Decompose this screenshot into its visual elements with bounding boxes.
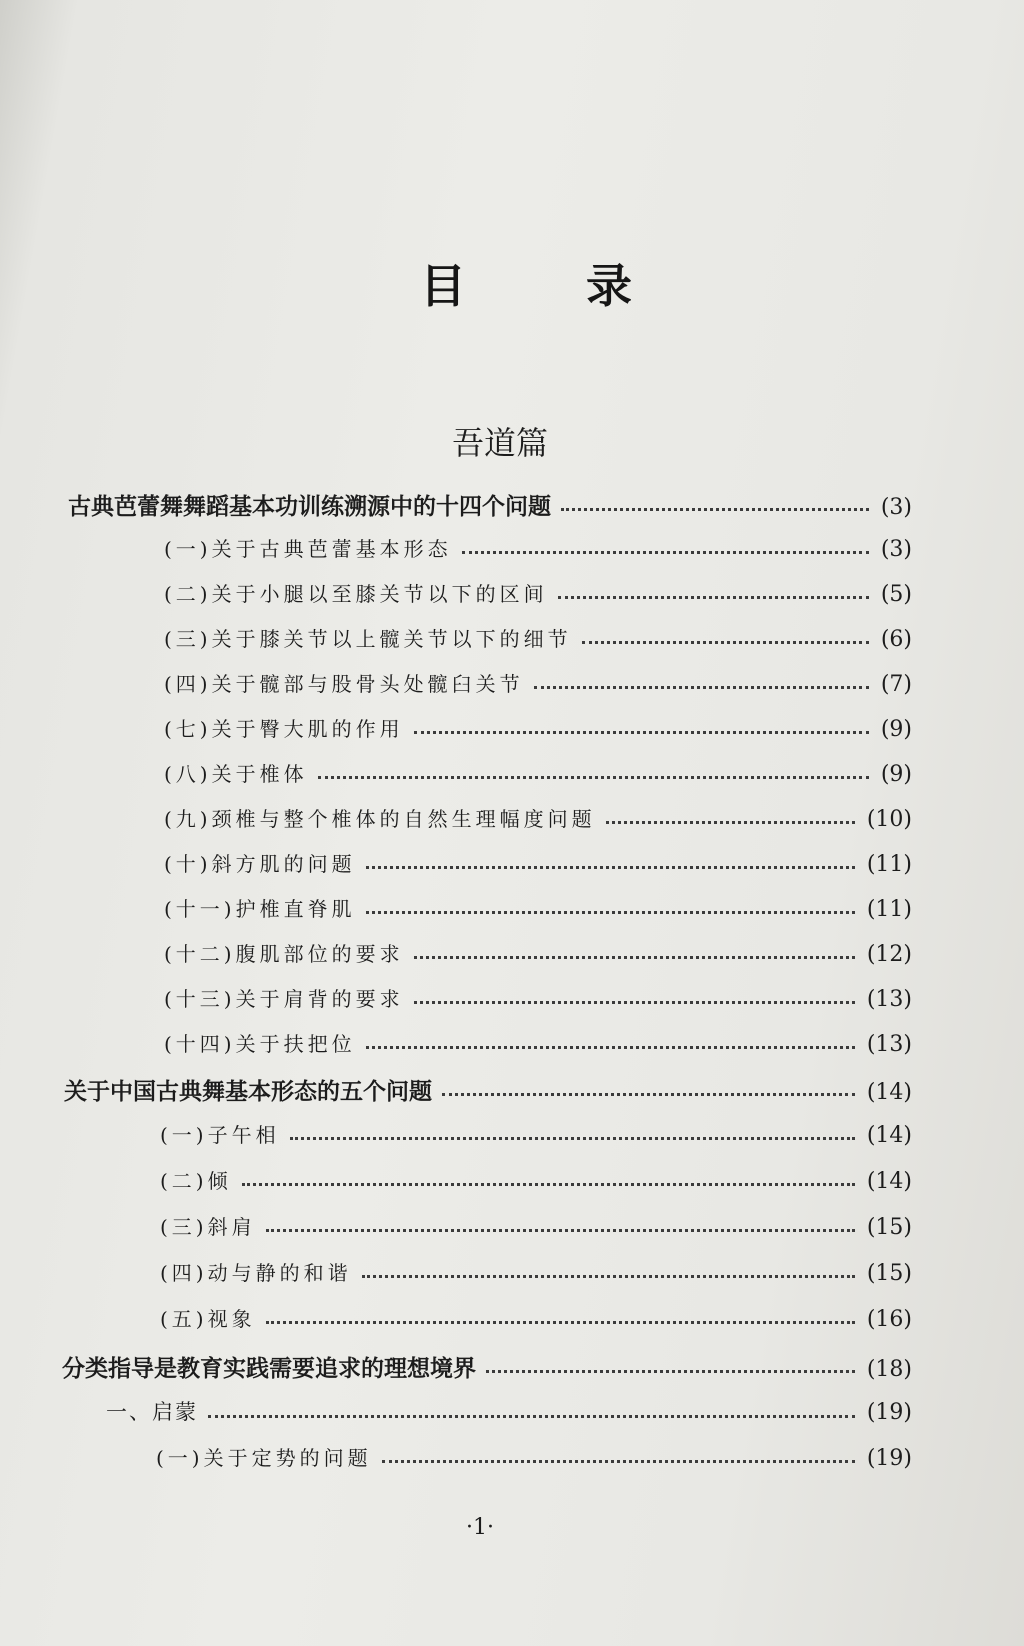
toc-entry <box>62 1350 912 1383</box>
toc-label: (三)关于膝关节以上髋关节以下的细节 <box>164 627 572 651</box>
leader-dots <box>362 1275 855 1278</box>
page-title: 目 录 <box>419 259 684 313</box>
toc-entry <box>164 1028 912 1057</box>
toc-page: (15) <box>866 1215 912 1240</box>
toc-entry <box>106 1396 912 1426</box>
toc-label: (十一)护椎直脊肌 <box>164 897 356 921</box>
toc-page: (19) <box>866 1400 912 1425</box>
leader-dots <box>558 596 869 599</box>
toc-entry <box>164 623 912 652</box>
toc-label: (一)关于定势的问题 <box>156 1446 372 1470</box>
toc-entry <box>164 758 912 787</box>
leader-dots <box>366 911 855 914</box>
toc-page: (13) <box>866 1032 912 1057</box>
toc-entry <box>160 1165 912 1194</box>
leader-dots <box>414 731 869 734</box>
leader-dots <box>382 1460 855 1463</box>
toc-entry <box>156 1442 912 1471</box>
leader-dots <box>266 1321 855 1324</box>
toc-page: (19) <box>866 1446 912 1471</box>
toc-label: 关于中国古典舞基本形态的五个问题 <box>64 1078 432 1105</box>
leader-dots <box>414 1001 855 1004</box>
toc-entry <box>164 848 912 877</box>
toc-label: (一)关于古典芭蕾基本形态 <box>164 537 452 561</box>
leader-dots <box>366 866 855 869</box>
toc-page: (5) <box>880 582 912 607</box>
toc-entry <box>160 1211 912 1240</box>
toc-entry <box>164 668 912 697</box>
toc-page: (14) <box>866 1123 912 1148</box>
toc-page: (11) <box>866 897 912 922</box>
toc-label: 古典芭蕾舞舞蹈基本功训练溯源中的十四个问题 <box>68 493 551 520</box>
toc-page: (14) <box>866 1080 912 1105</box>
toc-label: (五)视象 <box>160 1307 256 1331</box>
toc-page: (16) <box>866 1307 912 1332</box>
toc-page: (9) <box>880 717 912 742</box>
toc-entry <box>164 893 912 922</box>
leader-dots <box>606 821 855 824</box>
leader-dots <box>442 1093 855 1096</box>
leader-dots <box>561 508 869 511</box>
toc-page: (15) <box>866 1261 912 1286</box>
page-number: ·1· <box>466 1515 494 1540</box>
toc-label: (四)动与静的和谐 <box>160 1261 352 1285</box>
leader-dots <box>582 641 869 644</box>
leader-dots <box>462 551 869 554</box>
leader-dots <box>318 776 869 779</box>
toc-entry <box>164 983 912 1012</box>
toc-entry <box>164 713 912 742</box>
toc-page: (10) <box>866 807 912 832</box>
toc-page: (13) <box>866 987 912 1012</box>
toc-page: (9) <box>880 762 912 787</box>
toc-entry <box>160 1119 912 1148</box>
toc-label: (四)关于髋部与股骨头处髋臼关节 <box>164 672 524 696</box>
toc-label: (三)斜肩 <box>160 1215 256 1239</box>
toc-label: 分类指导是教育实践需要追求的理想境界 <box>62 1355 476 1382</box>
toc-page: (3) <box>880 495 912 520</box>
toc-label: (十二)腹肌部位的要求 <box>164 942 404 966</box>
toc-page: (6) <box>880 627 912 652</box>
leader-dots <box>242 1183 855 1186</box>
toc-label: (十四)关于扶把位 <box>164 1032 356 1056</box>
toc-label: (八)关于椎体 <box>164 762 308 786</box>
toc-page: (14) <box>866 1169 912 1194</box>
toc-label: 一、启蒙 <box>106 1400 198 1424</box>
toc-page: (12) <box>866 942 912 967</box>
toc-label: (十三)关于肩背的要求 <box>164 987 404 1011</box>
toc-entry <box>164 803 912 832</box>
leader-dots <box>366 1046 855 1049</box>
toc-label: (一)子午相 <box>160 1123 280 1147</box>
toc-label: (二)倾 <box>160 1169 232 1193</box>
leader-dots <box>208 1415 855 1418</box>
toc-label: (九)颈椎与整个椎体的自然生理幅度问题 <box>164 807 596 831</box>
leader-dots <box>290 1137 855 1140</box>
toc-page: (3) <box>880 537 912 562</box>
toc-entry <box>164 938 912 967</box>
toc-entry <box>164 533 912 562</box>
toc-label: (十)斜方肌的问题 <box>164 852 356 876</box>
toc-entry <box>160 1303 912 1332</box>
toc-page: (7) <box>880 672 912 697</box>
toc-label: (二)关于小腿以至膝关节以下的区间 <box>164 582 548 606</box>
toc-entry <box>68 488 912 521</box>
toc-page: (18) <box>866 1357 912 1382</box>
toc-page: (11) <box>866 852 912 877</box>
leader-dots <box>534 686 869 689</box>
leader-dots <box>414 956 855 959</box>
toc-entry <box>64 1073 912 1106</box>
leader-dots <box>486 1370 855 1373</box>
leader-dots <box>266 1229 855 1232</box>
toc-entry <box>160 1257 912 1286</box>
section-title: 吾道篇 <box>451 424 548 462</box>
toc-entry <box>164 578 912 607</box>
toc-label: (七)关于臀大肌的作用 <box>164 717 404 741</box>
